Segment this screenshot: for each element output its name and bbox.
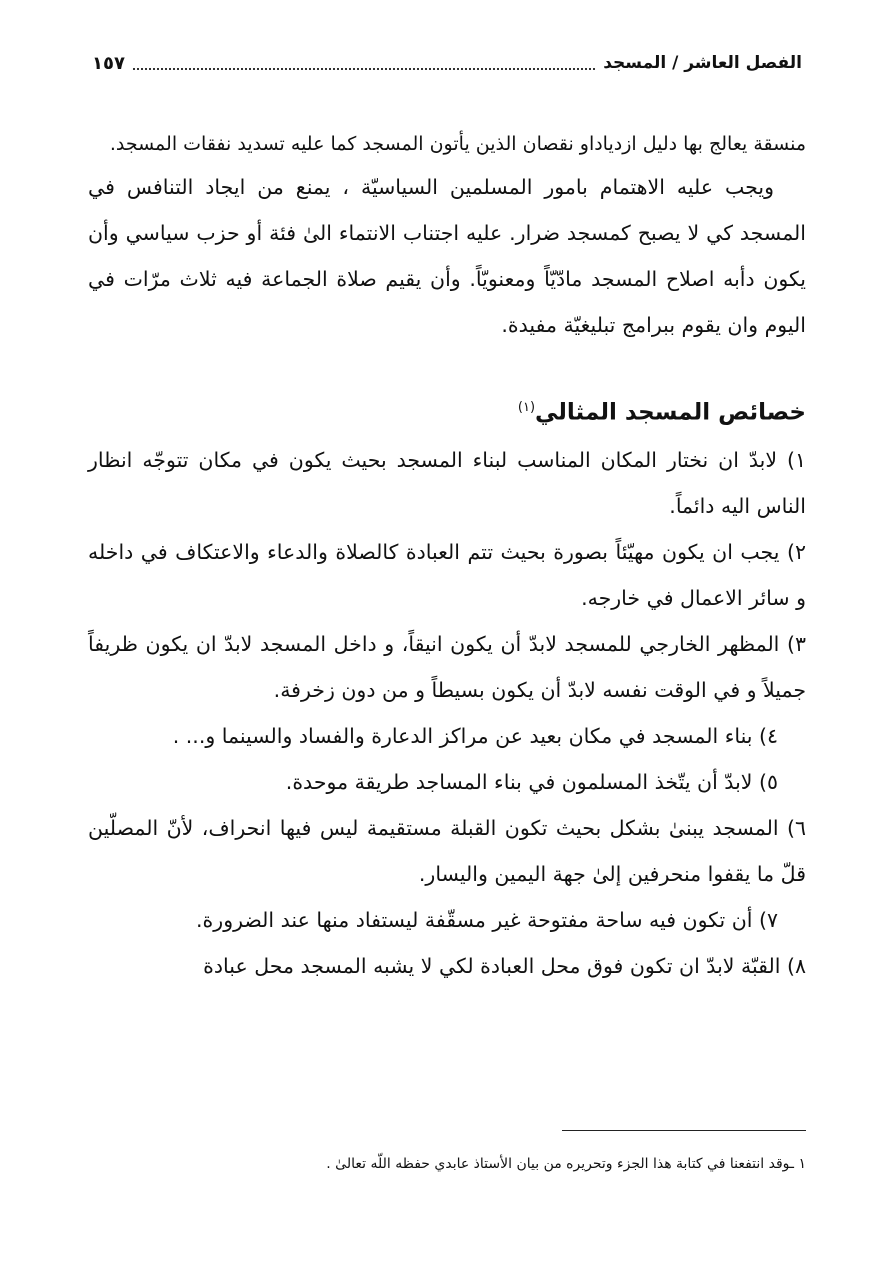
paragraph-continuation: منسقة يعالج بها دليل ازدياداو نقصان الذين يأتون المسجد كما عليه تسديد نفقات المسجد.	[109, 133, 806, 155]
header-dot-leader	[133, 67, 595, 70]
running-header	[92, 46, 802, 80]
list-item: ٥) لابدّ أن يتّخذ المسلمون في بناء المساجد طريقة موحدة.	[285, 769, 778, 794]
chapter-title: الفصل العاشر / المسجد	[603, 53, 802, 73]
list-item: ٦) المسجد يبنىٰ بشكل بحيث تكون القبلة مستقيمة ليس فيها انحراف، لأنّ المصلّين قلّ ما يقفوا منحرفين إلىٰ جهة اليمين واليسار.	[88, 815, 806, 886]
section-heading	[88, 384, 806, 437]
list-item: ٢) يجب ان يكون مهيّئاً بصورة بحيث تتم العبادة كالصلاة والدعاء والاعتكاف في داخله و سائر الاعمال في خارجه.	[88, 539, 806, 610]
footnote-reference: (١)	[517, 400, 536, 415]
list-item: ٧) أن تكون فيه ساحة مفتوحة غير مسقّفة ليستفاد منها عند الضرورة.	[196, 907, 778, 932]
paragraph-imam-duties: ويجب عليه الاهتمام بامور المسلمين السياسيّة ، يمنع من ايجاد التنافس في المسجد كي لا يصبح كمسجد ضرار. عليه اجتناب الانتماء الىٰ فئة أو حزب سياسي وأن يكون دأبه اصلاح المسجد مادّيّاً ومعنويّاً. وأن يقيم صلاة الجماعة فيه ثلاث مرّات في اليوم وان يقوم ببرامج تبليغيّة مفيدة.	[88, 175, 806, 337]
footnote-separator	[562, 1130, 806, 1131]
page-number: ١٥٧	[92, 52, 125, 74]
list-item: ٣) المظهر الخارجي للمسجد لابدّ أن يكون انيقاً، و داخل المسجد لابدّ ان يكون ظريفاً جميلاً و في الوقت نفسه لابدّ أن يكون بسيطاً و من دون زخرفة.	[88, 631, 806, 702]
page-body	[88, 124, 806, 989]
list-item: ٨) القبّة لابدّ ان تكون فوق محل العبادة لكي لا يشبه المسجد محل عبادة	[203, 953, 806, 978]
footnote: ١ ـوقد انتفعنا في كتابة هذا الجزء وتحريره من بيان الأستاذ عابدي حفظه اللّه تعالىٰ .	[326, 1156, 806, 1172]
list-item: ٤) بناء المسجد في مكان بعيد عن مراكز الدعارة والفساد والسينما و... .	[172, 723, 778, 748]
list-item: ١) لابدّ ان نختار المكان المناسب لبناء المسجد بحيث يكون في مكان تتوجّه انظار الناس اليه دائماً.	[88, 447, 806, 518]
section-heading-text: خصائص المسجد المثالي	[535, 399, 806, 426]
